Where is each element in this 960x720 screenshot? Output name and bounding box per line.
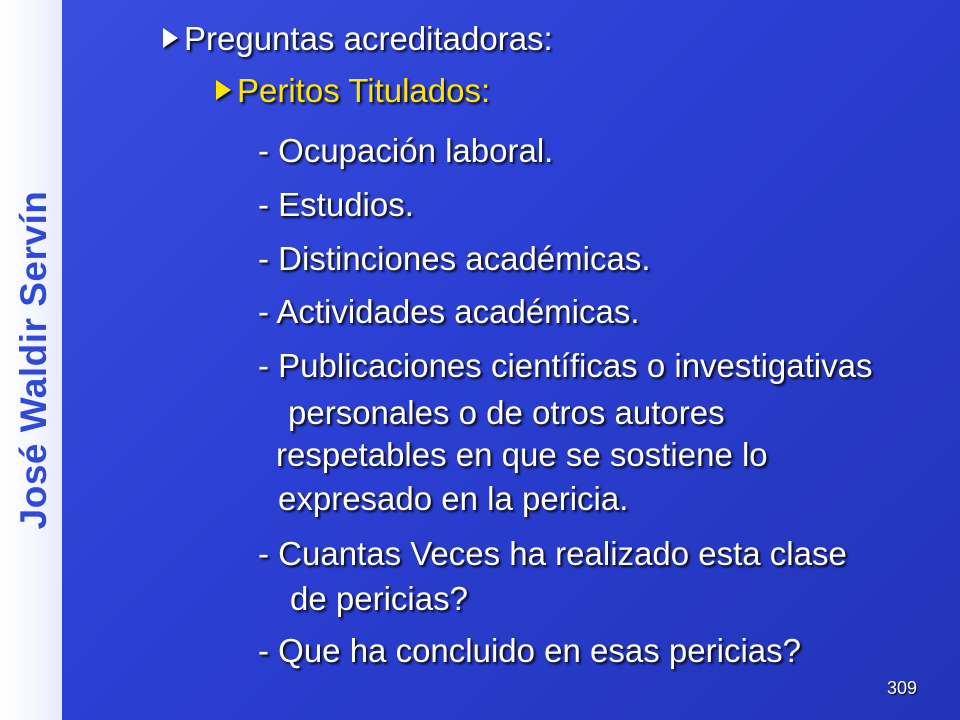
- arrow-bullet-icon: [216, 80, 231, 100]
- list-item-distinciones: - Distinciones académicas.: [258, 240, 651, 277]
- heading-main-label: Preguntas acreditadoras:: [184, 20, 553, 57]
- sidebar-title: José Waldir Servín: [13, 190, 54, 530]
- sidebar-band: [0, 0, 62, 720]
- list-item-publicaciones-cont-2: respetables en que se sostiene lo: [276, 436, 768, 473]
- list-item-cuantas-veces-cont: de pericias?: [290, 580, 468, 617]
- list-item-estudios: - Estudios.: [258, 186, 414, 223]
- list-item-actividades: - Actividades académicas.: [258, 293, 640, 330]
- heading-sub: [216, 74, 490, 107]
- heading-sub-label: Peritos Titulados:: [237, 72, 491, 109]
- list-item-publicaciones-cont-1: personales o de otros autores: [288, 394, 725, 431]
- list-item-publicaciones-cont-3: expresado en la pericia.: [278, 480, 629, 517]
- list-item-cuantas-veces: - Cuantas Veces ha realizado esta clase: [258, 535, 847, 572]
- heading-main: [163, 22, 553, 55]
- list-item-publicaciones: - Publicaciones científicas o investigativas: [258, 347, 873, 384]
- page-number: 309: [887, 678, 918, 698]
- arrow-bullet-icon: [163, 28, 178, 48]
- list-item-conclusion: - Que ha concluido en esas pericias?: [258, 632, 801, 669]
- list-item-ocupacion: - Ocupación laboral.: [258, 132, 554, 169]
